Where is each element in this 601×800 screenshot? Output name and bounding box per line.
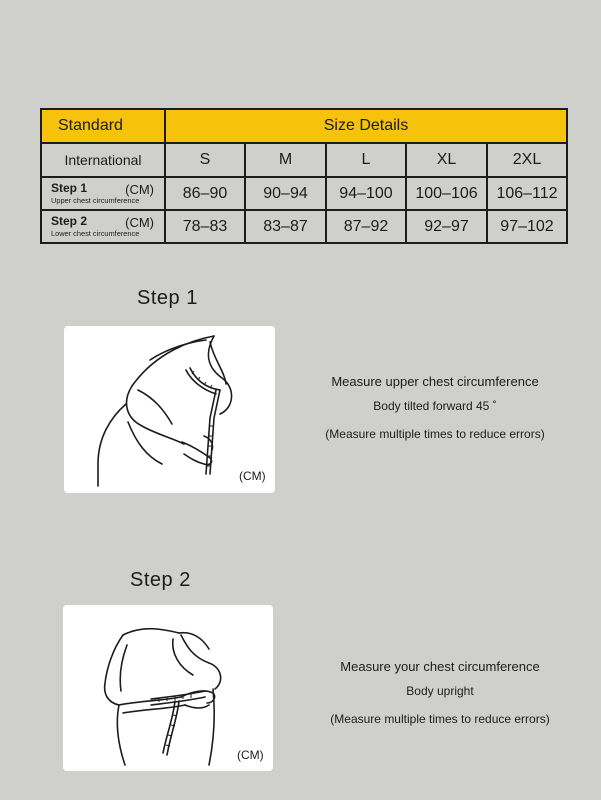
standard-header: Standard: [41, 109, 165, 143]
step-2-unit: (CM): [237, 748, 264, 762]
table-cell: 87–92: [326, 210, 406, 243]
step-2-title: Step 2: [130, 569, 191, 591]
size-label: XL: [406, 143, 487, 177]
step-2-note: (Measure multiple times to reduce errors): [330, 712, 550, 726]
step-2-body: Body upright: [406, 684, 474, 698]
international-label: International: [41, 143, 165, 177]
step-1-title: Step 1: [137, 287, 198, 309]
row-step-name: Step 2: [51, 214, 88, 228]
step-1-illustration-card: [64, 326, 275, 493]
table-cell: 90–94: [245, 177, 326, 210]
step-1-heading: Measure upper chest circumference: [331, 374, 539, 389]
size-details-header: Size Details: [165, 109, 567, 143]
step-2-illustration-card: [63, 605, 273, 771]
size-label: L: [326, 143, 406, 177]
size-chart-table: [40, 108, 568, 244]
row-label-step-2: [41, 210, 165, 243]
step-2-heading: Measure your chest circumference: [340, 659, 540, 674]
table-cell: 106–112: [487, 177, 567, 210]
size-label: M: [245, 143, 326, 177]
row-subtitle: Lower chest circumference: [51, 229, 140, 238]
size-label: 2XL: [487, 143, 567, 177]
row-unit: (CM): [125, 182, 154, 197]
row-label-step-1: [41, 177, 165, 210]
step-2-description: [305, 659, 575, 726]
table-cell: 92–97: [406, 210, 487, 243]
row-step-name: Step 1: [51, 181, 88, 195]
table-row: [41, 210, 567, 243]
table-cell: 78–83: [165, 210, 245, 243]
chest-measure-illustration: [63, 605, 273, 771]
size-label: S: [165, 143, 245, 177]
table-row: [41, 177, 567, 210]
table-cell: 94–100: [326, 177, 406, 210]
step-1-unit: (CM): [239, 469, 266, 483]
step-1-body: Body tilted forward 45 ˚: [373, 399, 497, 413]
row-unit: (CM): [125, 215, 154, 230]
table-cell: 100–106: [406, 177, 487, 210]
step-1-description: [300, 374, 570, 441]
table-cell: 83–87: [245, 210, 326, 243]
table-cell: 97–102: [487, 210, 567, 243]
row-subtitle: Upper chest circumference: [51, 196, 140, 205]
table-cell: 86–90: [165, 177, 245, 210]
step-1-note: (Measure multiple times to reduce errors): [325, 427, 545, 441]
upper-chest-measure-illustration: [64, 326, 275, 493]
